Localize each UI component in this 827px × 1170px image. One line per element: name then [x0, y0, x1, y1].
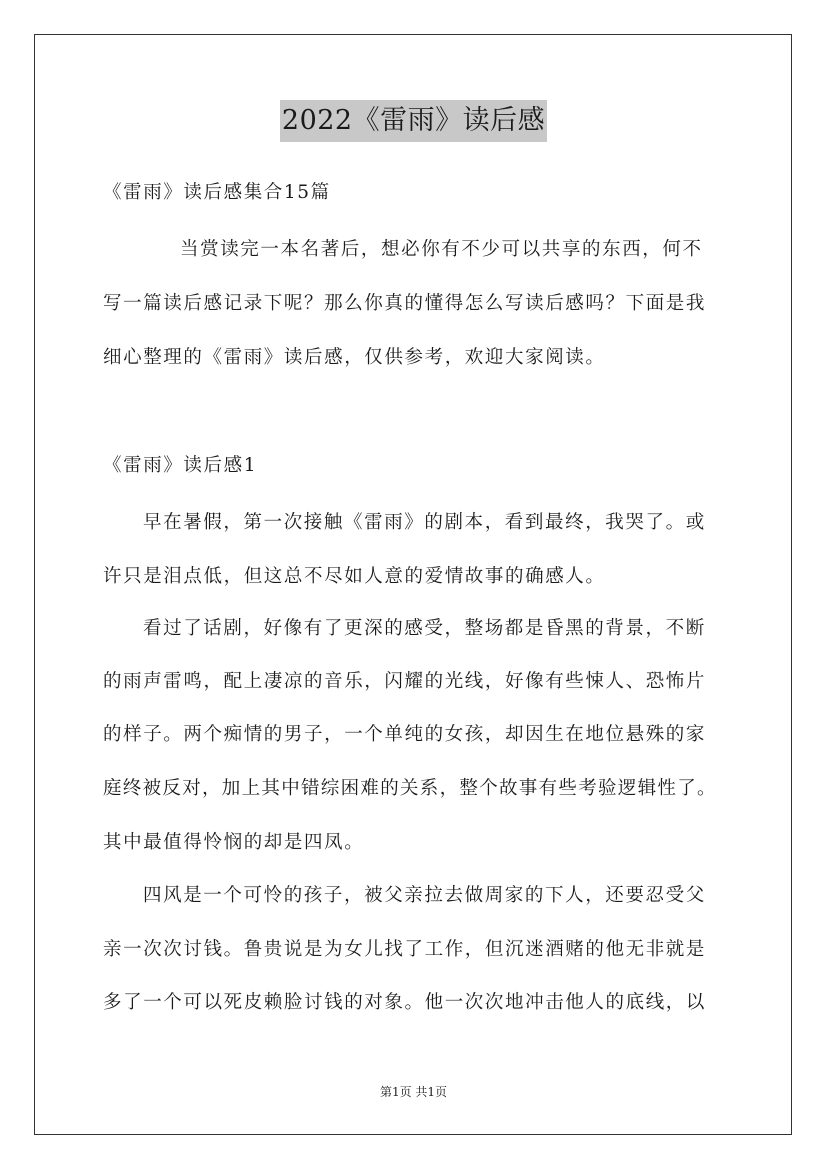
page-footer: 第1页 共1页 — [379, 1085, 448, 1099]
body-line: 的样子。两个痴情的男子，一个单纯的女孩，却因生在地位悬殊的家 — [103, 724, 707, 745]
intro-line: 写一篇读后感记录下呢？那么你真的懂得怎么写读后感吗？下面是我 — [103, 293, 707, 314]
body-line: 其中最值得怜悯的却是四凤。 — [103, 832, 365, 853]
document-subtitle: 《雷雨》读后感集合15篇 — [103, 182, 331, 203]
intro-line: 当赏读完一本名著后，想必你有不少可以共享的东西，何不 — [180, 239, 703, 260]
document-title: 2022《雷雨》读后感 — [280, 100, 547, 142]
intro-line: 细心整理的《雷雨》读后感，仅供参考，欢迎大家阅读。 — [103, 347, 606, 368]
body-line: 亲一次次讨钱。鲁贵说是为女儿找了工作，但沉迷酒赌的他无非就是 — [103, 939, 707, 960]
body-line: 庭终被反对，加上其中错综困难的关系，整个故事有些考验逻辑性了。 — [103, 778, 717, 799]
section-heading: 《雷雨》读后感1 — [103, 455, 258, 476]
body-line: 早在暑假，第一次接触《雷雨》的剧本，看到最终，我哭了。或 — [143, 512, 706, 533]
body-line: 四风是一个可怜的孩子，被父亲拉去做周家的下人，还要忍受父 — [143, 885, 706, 906]
title-container — [0, 100, 827, 142]
body-line: 的雨声雷鸣，配上凄凉的音乐，闪耀的光线，好像有些悚人、恐怖片 — [103, 671, 707, 692]
body-line: 看过了话剧，好像有了更深的感受，整场都是昏黑的背景，不断 — [143, 618, 706, 639]
body-line: 许只是泪点低，但这总不尽如人意的爱情故事的确感人。 — [103, 566, 606, 587]
body-line: 多了一个可以死皮赖脸讨钱的对象。他一次次地冲击他人的底线，以 — [103, 992, 707, 1013]
